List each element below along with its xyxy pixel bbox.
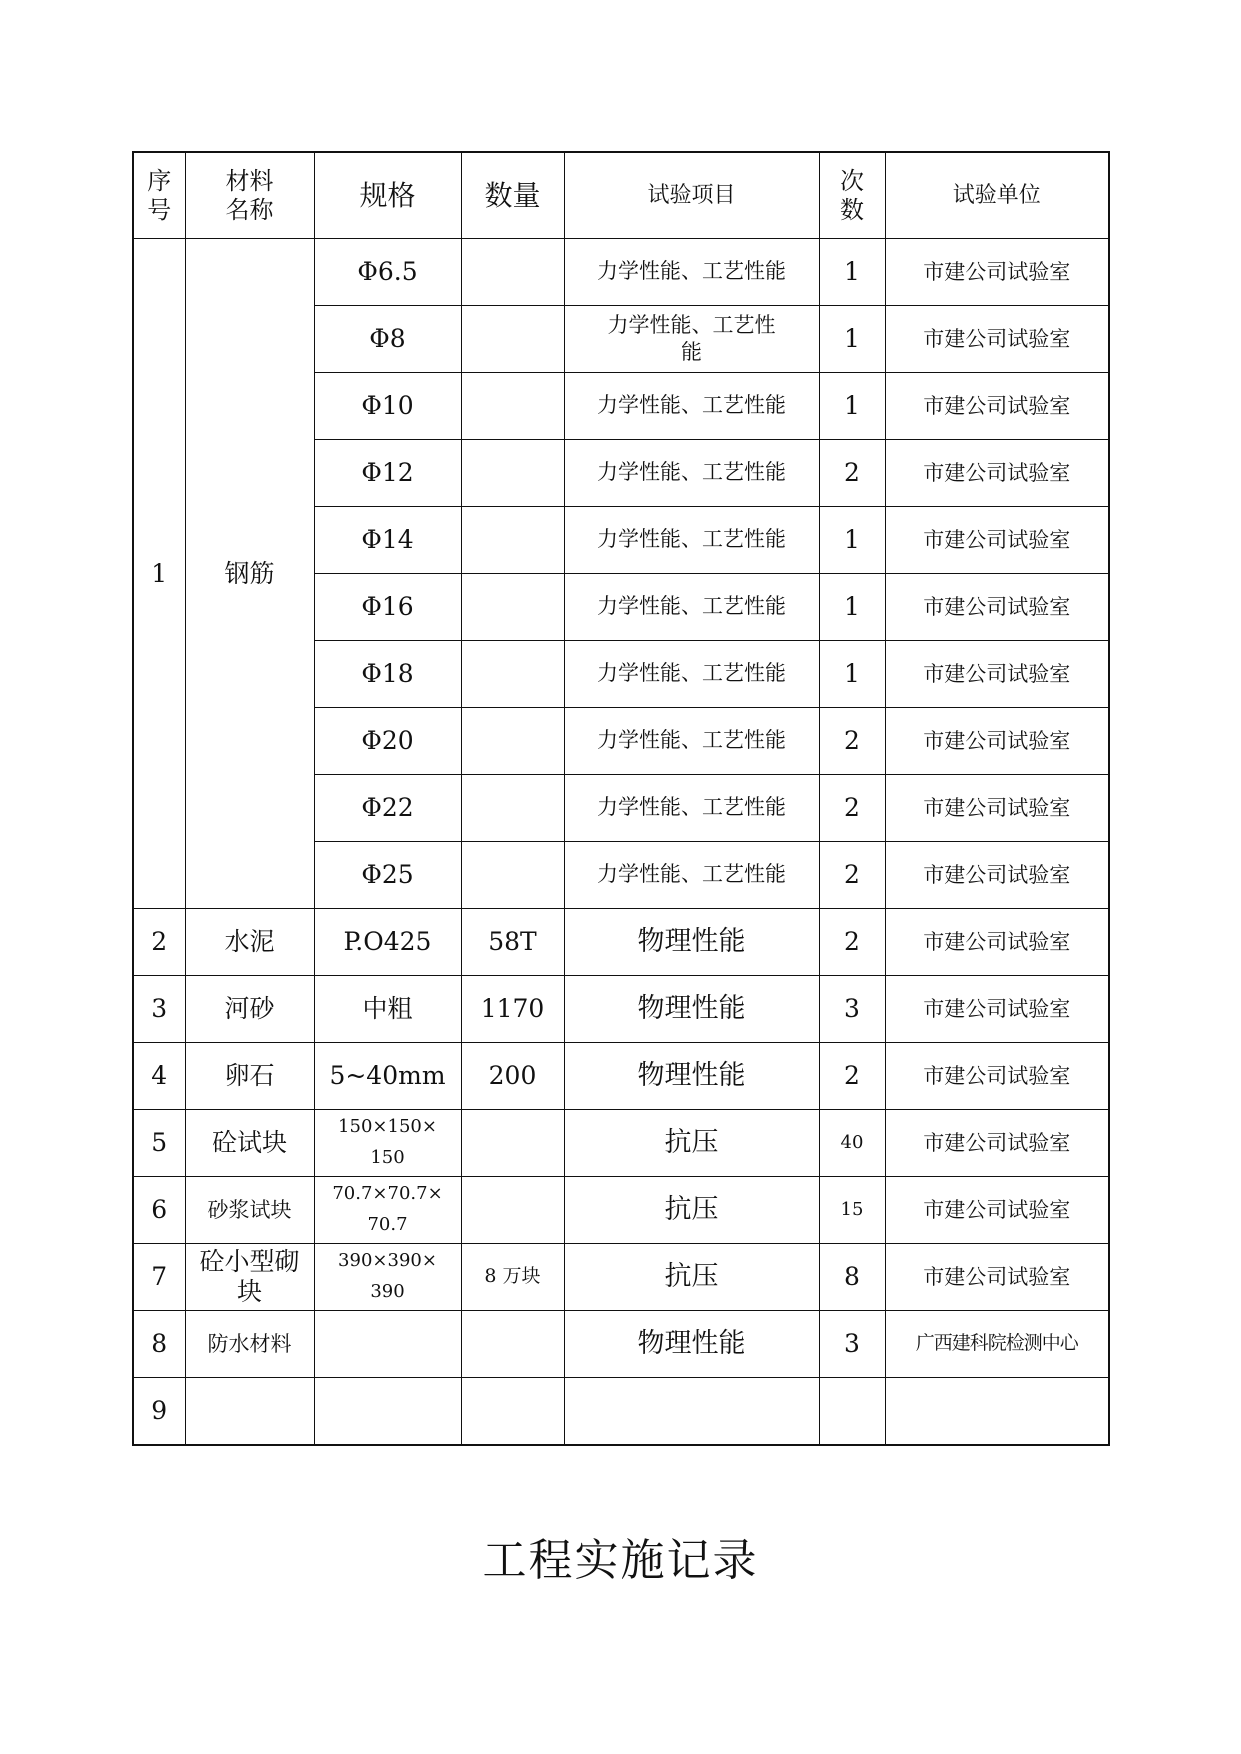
cell-quantity — [461, 1177, 564, 1244]
cell-quantity — [461, 1311, 564, 1378]
cell-unit: 市建公司试验室 — [885, 574, 1109, 641]
cell-test-item: 物理性能 — [564, 1311, 819, 1378]
cell-test-item: 抗压 — [564, 1110, 819, 1177]
cell-material: 河砂 — [185, 976, 314, 1043]
cell-material: 卵石 — [185, 1043, 314, 1110]
table-row — [133, 1177, 1109, 1244]
cell-quantity — [461, 641, 564, 708]
cell-seq: 9 — [133, 1378, 185, 1446]
cell-quantity — [461, 574, 564, 641]
cell-unit: 市建公司试验室 — [885, 641, 1109, 708]
cell-quantity — [461, 708, 564, 775]
cell-times: 1 — [819, 641, 885, 708]
cell-unit: 市建公司试验室 — [885, 708, 1109, 775]
cell-quantity — [461, 1110, 564, 1177]
cell-times: 1 — [819, 507, 885, 574]
cell-times: 1 — [819, 306, 885, 373]
cell-spec: 150×150× 150 — [314, 1110, 461, 1177]
cell-material: 钢筋 — [185, 239, 314, 909]
cell-spec: Φ16 — [314, 574, 461, 641]
table-row — [133, 1110, 1109, 1177]
table-row — [133, 1311, 1109, 1378]
cell-test-item: 物理性能 — [564, 976, 819, 1043]
cell-test-item: 力学性能、工艺性能 — [564, 239, 819, 306]
cell-unit: 市建公司试验室 — [885, 909, 1109, 976]
table-row — [133, 909, 1109, 976]
cell-times: 1 — [819, 239, 885, 306]
cell-material: 砼试块 — [185, 1110, 314, 1177]
cell-unit: 市建公司试验室 — [885, 373, 1109, 440]
cell-spec: P.O425 — [314, 909, 461, 976]
cell-spec: Φ22 — [314, 775, 461, 842]
page-heading: 工程实施记录 — [482, 1535, 759, 1586]
cell-spec: Φ18 — [314, 641, 461, 708]
header-test-item: 试验项目 — [564, 152, 819, 239]
cell-unit: 市建公司试验室 — [885, 775, 1109, 842]
cell-test-item: 力学性能、工艺性能 — [564, 842, 819, 909]
cell-times — [819, 1378, 885, 1446]
cell-material: 防水材料 — [185, 1311, 314, 1378]
table-row — [133, 1244, 1109, 1311]
cell-spec: Φ8 — [314, 306, 461, 373]
cell-test-item: 力学性能、工艺性能 — [564, 373, 819, 440]
cell-unit: 市建公司试验室 — [885, 239, 1109, 306]
material-test-table-container — [132, 151, 1108, 1446]
header-times: 次 数 — [819, 152, 885, 239]
cell-unit: 市建公司试验室 — [885, 440, 1109, 507]
cell-times: 40 — [819, 1110, 885, 1177]
cell-times: 8 — [819, 1244, 885, 1311]
cell-times: 3 — [819, 976, 885, 1043]
cell-spec: 5~40mm — [314, 1043, 461, 1110]
cell-material: 砂浆试块 — [185, 1177, 314, 1244]
cell-unit: 市建公司试验室 — [885, 1177, 1109, 1244]
cell-quantity: 58T — [461, 909, 564, 976]
cell-unit: 市建公司试验室 — [885, 1244, 1109, 1311]
cell-spec: 中粗 — [314, 976, 461, 1043]
cell-times: 1 — [819, 373, 885, 440]
cell-test-item: 力学性能、工艺性能 — [564, 641, 819, 708]
cell-seq: 1 — [133, 239, 185, 909]
cell-times: 2 — [819, 1043, 885, 1110]
cell-quantity — [461, 306, 564, 373]
cell-quantity — [461, 842, 564, 909]
cell-times: 2 — [819, 708, 885, 775]
cell-quantity — [461, 440, 564, 507]
cell-test-item: 力学性能、工艺性能 — [564, 775, 819, 842]
cell-unit: 市建公司试验室 — [885, 1110, 1109, 1177]
cell-times: 2 — [819, 842, 885, 909]
cell-spec: Φ10 — [314, 373, 461, 440]
cell-quantity — [461, 1378, 564, 1446]
header-unit: 试验单位 — [885, 152, 1109, 239]
cell-test-item — [564, 1378, 819, 1446]
cell-times: 2 — [819, 440, 885, 507]
cell-quantity: 1170 — [461, 976, 564, 1043]
table-header-row — [133, 152, 1109, 239]
cell-test-item: 力学性能、工艺性能 — [564, 708, 819, 775]
cell-seq: 4 — [133, 1043, 185, 1110]
cell-spec: 390×390× 390 — [314, 1244, 461, 1311]
cell-times: 3 — [819, 1311, 885, 1378]
cell-quantity: 8 万块 — [461, 1244, 564, 1311]
cell-seq: 6 — [133, 1177, 185, 1244]
cell-quantity — [461, 239, 564, 306]
table-row — [133, 239, 1109, 306]
cell-unit: 市建公司试验室 — [885, 976, 1109, 1043]
cell-spec: Φ12 — [314, 440, 461, 507]
table-row — [133, 976, 1109, 1043]
cell-unit: 市建公司试验室 — [885, 306, 1109, 373]
header-spec: 规格 — [314, 152, 461, 239]
cell-seq: 3 — [133, 976, 185, 1043]
cell-times: 1 — [819, 574, 885, 641]
cell-times: 15 — [819, 1177, 885, 1244]
header-seq: 序 号 — [133, 152, 185, 239]
table-row — [133, 1043, 1109, 1110]
cell-test-item: 抗压 — [564, 1244, 819, 1311]
cell-material: 砼小型砌 块 — [185, 1244, 314, 1311]
cell-test-item: 物理性能 — [564, 1043, 819, 1110]
cell-seq: 8 — [133, 1311, 185, 1378]
cell-unit — [885, 1378, 1109, 1446]
table-row — [133, 1378, 1109, 1446]
cell-quantity: 200 — [461, 1043, 564, 1110]
cell-times: 2 — [819, 909, 885, 976]
cell-test-item: 物理性能 — [564, 909, 819, 976]
cell-spec: 70.7×70.7× 70.7 — [314, 1177, 461, 1244]
cell-unit: 市建公司试验室 — [885, 842, 1109, 909]
cell-test-item: 力学性能、工艺性能 — [564, 507, 819, 574]
cell-unit: 广西建科院检测中心 — [885, 1311, 1109, 1378]
cell-times: 2 — [819, 775, 885, 842]
header-material: 材料 名称 — [185, 152, 314, 239]
cell-spec: Φ25 — [314, 842, 461, 909]
header-quantity: 数量 — [461, 152, 564, 239]
cell-unit: 市建公司试验室 — [885, 507, 1109, 574]
cell-material — [185, 1378, 314, 1446]
cell-test-item: 力学性能、工艺性能 — [564, 574, 819, 641]
cell-unit: 市建公司试验室 — [885, 1043, 1109, 1110]
cell-quantity — [461, 507, 564, 574]
cell-seq: 7 — [133, 1244, 185, 1311]
cell-spec: Φ20 — [314, 708, 461, 775]
cell-spec: Φ6.5 — [314, 239, 461, 306]
cell-spec — [314, 1378, 461, 1446]
cell-spec — [314, 1311, 461, 1378]
cell-quantity — [461, 775, 564, 842]
material-test-table — [132, 151, 1110, 1446]
cell-seq: 5 — [133, 1110, 185, 1177]
cell-test-item: 力学性能、工艺性 能 — [564, 306, 819, 373]
cell-seq: 2 — [133, 909, 185, 976]
cell-material: 水泥 — [185, 909, 314, 976]
cell-spec: Φ14 — [314, 507, 461, 574]
cell-test-item: 力学性能、工艺性能 — [564, 440, 819, 507]
cell-quantity — [461, 373, 564, 440]
cell-test-item: 抗压 — [564, 1177, 819, 1244]
